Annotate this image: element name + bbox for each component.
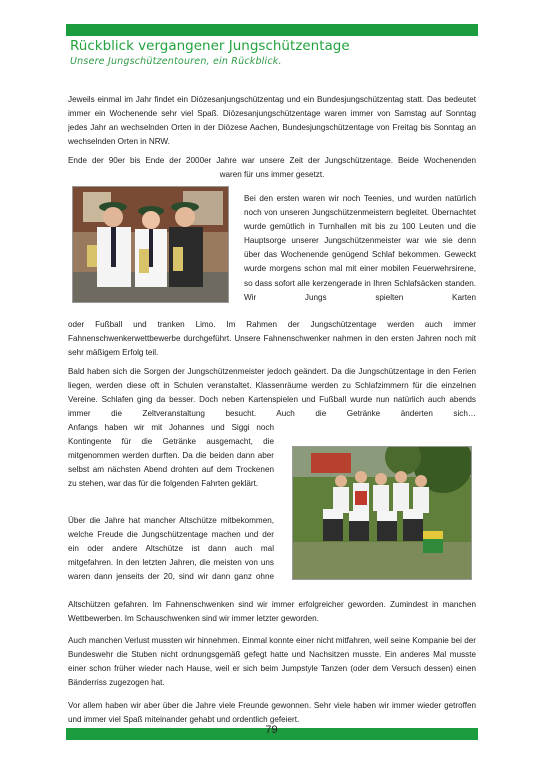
page-number: 79: [265, 724, 278, 736]
trophy-photo: [72, 186, 229, 303]
group-photo: [292, 446, 472, 580]
paragraph-teenies: Bei den ersten waren wir noch Teenies, und wurden natürlich noch von unseren Jungschützenmeistern begleitet. Übernachtet wurde gemütlich in Turnhallen mit bis zu 100 Leuten und die Hauptsorge unserer Jungschützenmeister war wie sie denn über das Wochenende genügend Schlaf bekommen. Geweckt wurde morgens schon mal mit einer mobilen Feuerwehrsirene, so dass sofort alle kerzengerade in Ihren Schlafsäcken standen. Wir Jungs spielten Karten: [244, 194, 476, 302]
paragraph-getraenke: Anfangs haben wir mit Johannes und Siggi noch Kontingente für die Getränke ausgemacht, die mitgenommen werden durften. Da die beiden dann aber selbst am nächsten Abend drohten auf dem Trockenen zu stehen, war das für die folgenden Fahrten geklärt.: [68, 423, 274, 489]
paragraph-sorgen: Bald haben sich die Sorgen der Jungschützenmeister jedoch geändert. Da die Jungschützentage in den Ferien liegen, werden diese oft in Schulen veranstaltet. Klassenräume werden zu Schlafzimmern für die einzelnen Vereine. Schlafen ging da besser. Doch neben Kartenspielen und Fußball wurde nun natürlich auch abends immer die Zeltveranstaltung besucht. Auch die Getränke änderten sich…: [68, 367, 476, 419]
paragraph-altschuetzen: Über die Jahre hat mancher Altschütze mitbekommen, welche Freude die Jungschützentage machen und der ein oder andere Altschütze ist dann auch mal mitgefahren. In den letzten Jahren, die meisten von uns waren dann jenseits der 20, sind wir dann ganz ohne: [68, 516, 274, 582]
paragraph-era-line1: Ende der 90er bis Ende der 2000er Jahre war unsere Zeit der Jungschützentage. Beide Wochenenden: [68, 156, 476, 165]
page-subtitle: Unsere Jungschützentouren, ein Rückblick.: [70, 56, 282, 67]
paragraph-verlust: Auch manchen Verlust mussten wir hinnehmen. Einmal konnte einer nicht mitfahren, weil seine Kompanie bei der Bundeswehr die Stuben nicht ordnungsgemäß gefegt hatte und Nachsitzen musste. Ein anderes Mal musste einer schon früher wieder nach Hause, weil er sich beim Jumpstyle Tanzen (oder dem Versuch dessen) einen Bänderriss zugezogen hat.: [68, 636, 476, 688]
paragraph-freunde: Vor allem haben wir aber über die Jahre viele Freunde gewonnen. Sehr viele haben wir immer wieder getroffen und immer viel Spaß miteinander gehabt und ordentlich gefeiert.: [68, 701, 476, 725]
paragraph-intro: Jeweils einmal im Jahr findet ein Diözesanjungschützentag und ein Bundesjungschützentag statt. Das bedeutet immer ein Wochenende sehr viel Spaß. Diözesanjungschützentage waren immer von Samstag auf Sonntag jedes Jahr an wechselnden Orten in der Diözese Aachen, Bundesjungschützentage von Freitag bis Sonntag an wechselnden Orten in NRW.: [68, 95, 476, 147]
paragraph-schwenken: Altschützen gefahren. Im Fahnenschwenken sind wir immer erfolgreicher geworden. Zumindest in manchen Wettbewerben. Im Schauschwenken sind wir immer letzter geworden.: [68, 600, 476, 624]
paragraph-fahnenschwenker: oder Fußball und tranken Limo. Im Rahmen der Jungschützentage werden auch immer Fahnenschwenkerwettbewerbe durchgeführt. Unsere Fahnenschwenker nahmen in den ersten Jahren noch mit sehr mäßigem Erfolg teil.: [68, 320, 476, 358]
header-bar: [66, 24, 478, 36]
page-title: Rückblick vergangener Jungschützentage: [70, 38, 350, 54]
paragraph-era-line2: waren für uns immer gesetzt.: [219, 170, 325, 179]
